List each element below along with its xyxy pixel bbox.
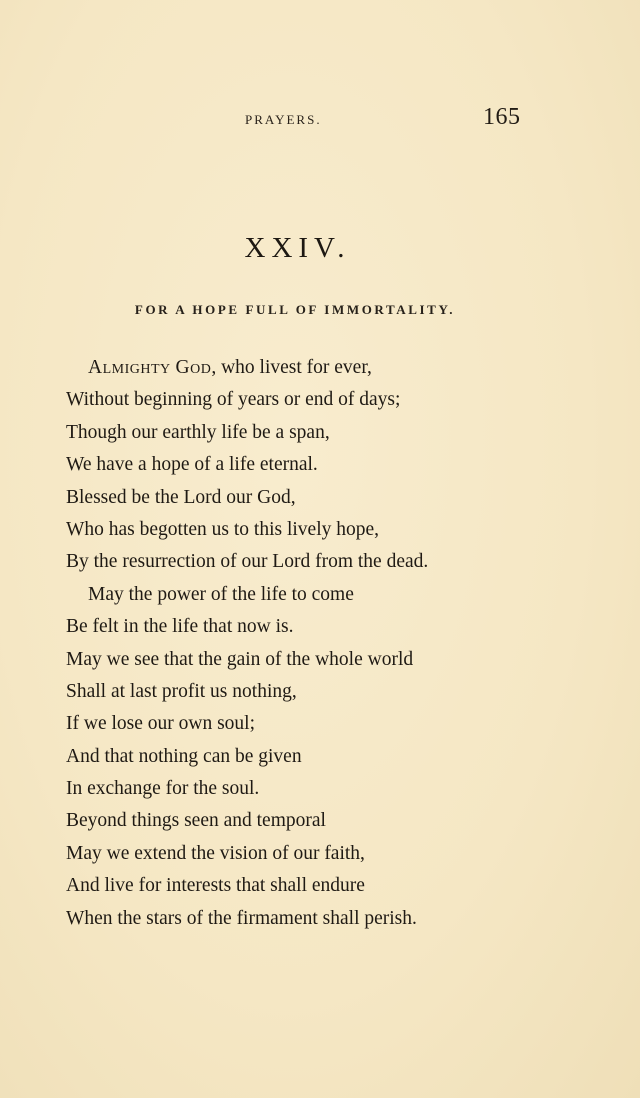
prayer-line: In exchange for the soul.	[66, 778, 260, 800]
page-number: 165	[483, 104, 521, 130]
prayer-line: Blessed be the Lord our God,	[66, 486, 296, 508]
prayer-line: And live for interests that shall endure	[66, 875, 365, 897]
prayer-text	[66, 352, 586, 935]
prayer-line: And that nothing can be given	[66, 745, 302, 767]
prayer-line: If we lose our own soul;	[66, 713, 256, 735]
prayer-line: Without beginning of years or end of days;	[66, 389, 401, 411]
prayer-line: Who has begotten us to this lively hope,	[66, 518, 380, 540]
prayer-line: Beyond things seen and temporal	[66, 810, 326, 832]
opening-word: God	[175, 357, 212, 378]
prayer-line: When the stars of the firmament shall perish.	[66, 907, 417, 929]
prayer-line: May we see that the gain of the whole world	[66, 648, 414, 670]
running-head: PRAYERS.	[245, 112, 322, 127]
opening-word: Almighty	[88, 357, 171, 378]
section-number: XXIV.	[244, 232, 351, 264]
prayer-line	[66, 352, 586, 384]
section-title: FOR A HOPE FULL OF IMMORTALITY.	[134, 302, 456, 317]
prayer-line: Be felt in the life that now is.	[66, 616, 294, 638]
prayer-line: By the resurrection of our Lord from the dead.	[66, 551, 429, 573]
prayer-line: May we extend the vision of our faith,	[66, 842, 365, 864]
opening-rest: , who livest for ever,	[211, 357, 372, 378]
prayer-line: Though our earthly life be a span,	[66, 421, 330, 443]
prayer-line: We have a hope of a life eternal.	[66, 454, 318, 476]
prayer-line: Shall at last profit us nothing,	[66, 680, 297, 702]
prayer-line: May the power of the life to come	[88, 583, 354, 605]
